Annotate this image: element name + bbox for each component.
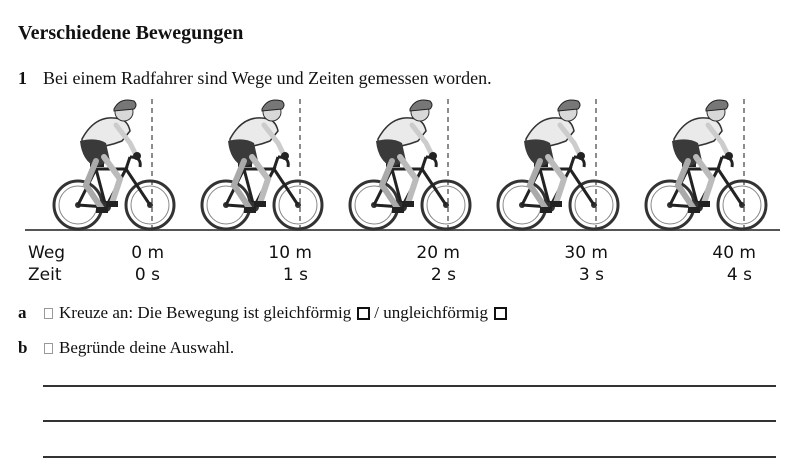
page-title: Verschiedene Bewegungen (18, 22, 244, 44)
checkbox-ungleichfoermig[interactable] (494, 307, 507, 320)
time-label: 1 s (282, 265, 308, 285)
subtask-a-separator: / ungleichförmig (374, 303, 488, 322)
subtask-b-text: Begründe deine Auswahl. (59, 338, 235, 357)
time-label: 0 s (134, 265, 160, 285)
checkbox-gleichfoermig[interactable] (357, 307, 370, 320)
cyclist-figure (0, 95, 810, 285)
distance-label: 30 m (564, 243, 608, 263)
placeholder-box-icon (44, 343, 53, 354)
subtask-a-text: Kreuze an: Die Bewegung ist gleichförmig (59, 303, 352, 322)
cyclist-icon (646, 100, 766, 229)
subtask-b (18, 338, 234, 358)
distance-row-label: Weg (28, 243, 66, 263)
subtask-a-letter: a (18, 303, 27, 322)
time-label: 3 s (578, 265, 604, 285)
cyclist-icon (54, 100, 174, 229)
answer-line-3[interactable] (43, 456, 776, 458)
answer-line-1[interactable] (43, 385, 776, 387)
cyclist-icon (202, 100, 322, 229)
subtask-b-letter: b (18, 338, 28, 357)
subtask-a (18, 303, 511, 323)
distance-label: 20 m (416, 243, 460, 263)
time-label: 2 s (430, 265, 456, 285)
cyclist-icon (350, 100, 470, 229)
cyclist-icon (498, 100, 618, 229)
time-row-label: Zeit (28, 265, 62, 285)
distance-label: 40 m (712, 243, 756, 263)
answer-line-2[interactable] (43, 420, 776, 422)
distance-label: 10 m (268, 243, 312, 263)
placeholder-box-icon (44, 308, 53, 319)
time-label: 4 s (726, 265, 752, 285)
task-text: Bei einem Radfahrer sind Wege und Zeiten gemessen worden. (43, 68, 492, 88)
distance-label: 0 m (131, 243, 164, 263)
task-number: 1 (18, 68, 27, 88)
